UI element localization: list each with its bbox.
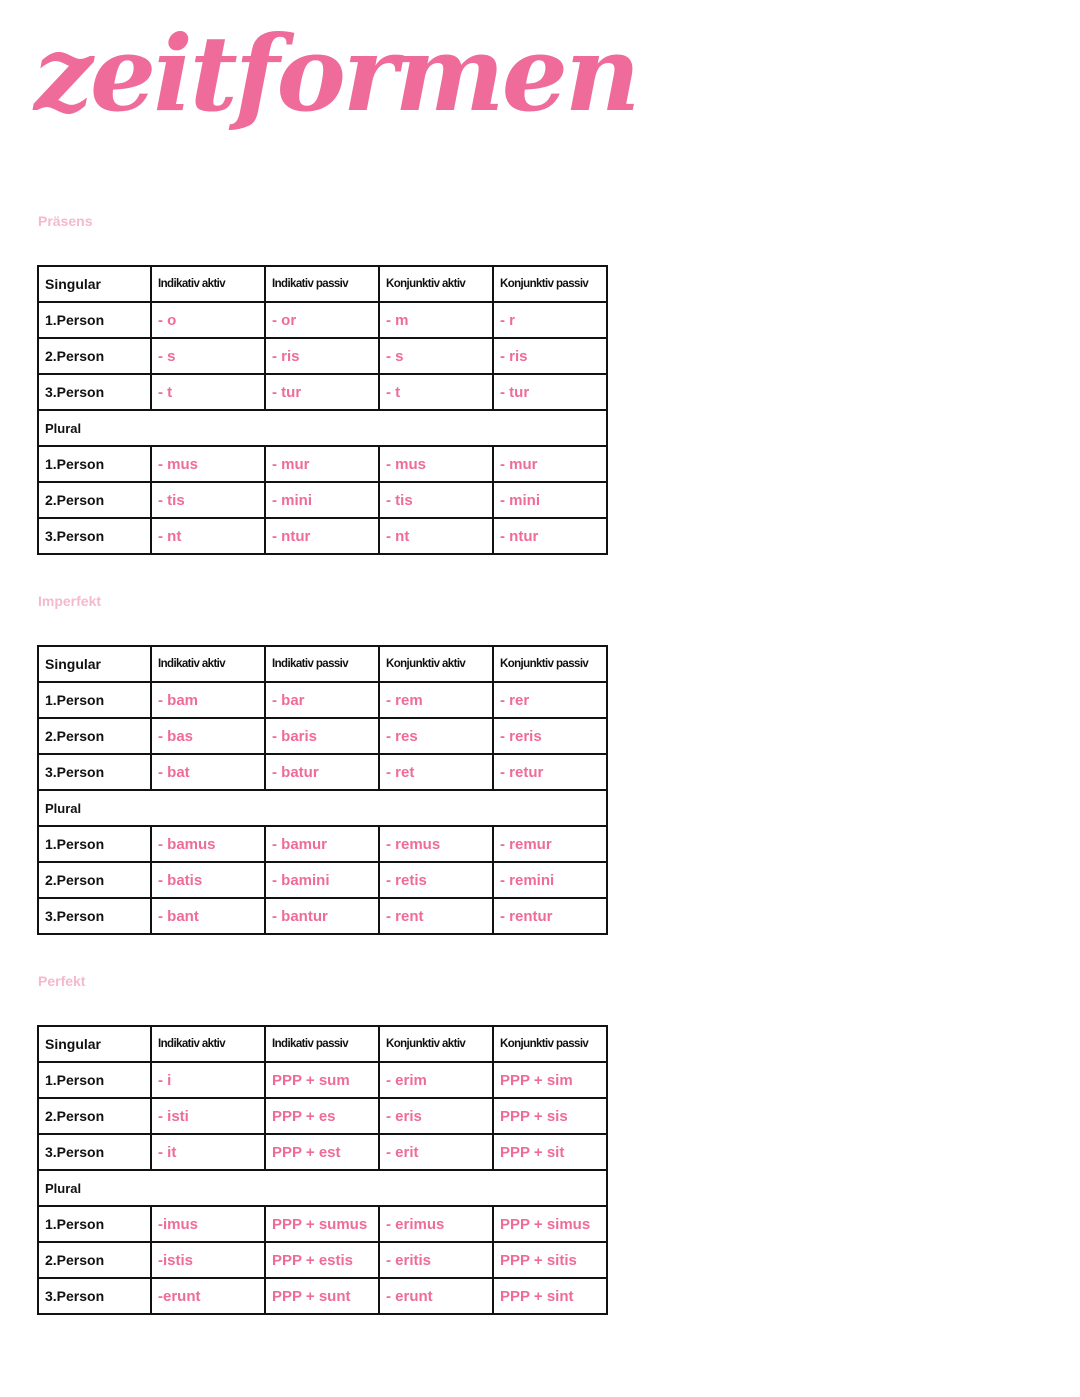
ending-cell: - rer <box>493 682 607 718</box>
ending-cell: - tis <box>379 482 493 518</box>
table-row <box>38 898 607 934</box>
person-label: 2.Person <box>38 862 151 898</box>
ending-cell: - nt <box>151 518 265 554</box>
ending-cell: - tur <box>493 374 607 410</box>
ending-cell: - mus <box>379 446 493 482</box>
ending-cell: - erunt <box>379 1278 493 1314</box>
ending-cell: - bat <box>151 754 265 790</box>
header-singular: Singular <box>38 646 151 682</box>
table-row <box>38 718 607 754</box>
ending-cell: - remus <box>379 826 493 862</box>
person-label: 1.Person <box>38 446 151 482</box>
person-label: 2.Person <box>38 718 151 754</box>
person-label: 2.Person <box>38 1242 151 1278</box>
ending-cell: - batur <box>265 754 379 790</box>
plural-label: Plural <box>38 1170 607 1206</box>
header-indikativ-aktiv: Indikativ aktiv <box>151 1026 265 1062</box>
ending-cell: PPP + sumus <box>265 1206 379 1242</box>
table-row <box>38 302 607 338</box>
table-row <box>38 826 607 862</box>
ending-cell: PPP + sum <box>265 1062 379 1098</box>
ending-cell: - t <box>151 374 265 410</box>
table-row <box>38 338 607 374</box>
ending-cell: - eris <box>379 1098 493 1134</box>
ending-cell: -imus <box>151 1206 265 1242</box>
ending-cell: - erimus <box>379 1206 493 1242</box>
ending-cell: - tis <box>151 482 265 518</box>
table-row <box>38 446 607 482</box>
ending-cell: PPP + estis <box>265 1242 379 1278</box>
ending-cell: - remini <box>493 862 607 898</box>
person-label: 1.Person <box>38 1206 151 1242</box>
ending-cell: - tur <box>265 374 379 410</box>
ending-cell: - s <box>379 338 493 374</box>
conjugation-table-imperfekt <box>37 645 608 935</box>
table-row <box>38 862 607 898</box>
table-header-row <box>38 1026 607 1062</box>
ending-cell: - erit <box>379 1134 493 1170</box>
ending-cell: - i <box>151 1062 265 1098</box>
page-title: zeitformen <box>34 12 638 135</box>
section-label-imperfekt: Imperfekt <box>38 593 102 609</box>
ending-cell: PPP + sit <box>493 1134 607 1170</box>
ending-cell: - nt <box>379 518 493 554</box>
ending-cell: - mus <box>151 446 265 482</box>
person-label: 1.Person <box>38 302 151 338</box>
table-header-row <box>38 266 607 302</box>
conjugation-table-perfekt <box>37 1025 608 1315</box>
ending-cell: PPP + sis <box>493 1098 607 1134</box>
ending-cell: -istis <box>151 1242 265 1278</box>
plural-label: Plural <box>38 790 607 826</box>
table-row <box>38 1242 607 1278</box>
header-konjunktiv-aktiv: Konjunktiv aktiv <box>379 266 493 302</box>
header-indikativ-passiv: Indikativ passiv <box>265 1026 379 1062</box>
header-indikativ-passiv: Indikativ passiv <box>265 266 379 302</box>
table-row <box>38 754 607 790</box>
table-row <box>38 682 607 718</box>
ending-cell: PPP + es <box>265 1098 379 1134</box>
ending-cell: - eritis <box>379 1242 493 1278</box>
ending-cell: - ntur <box>493 518 607 554</box>
ending-cell: - or <box>265 302 379 338</box>
ending-cell: - retis <box>379 862 493 898</box>
ending-cell: - ris <box>265 338 379 374</box>
header-indikativ-passiv: Indikativ passiv <box>265 646 379 682</box>
ending-cell: - mur <box>265 446 379 482</box>
person-label: 2.Person <box>38 338 151 374</box>
table-row <box>38 1278 607 1314</box>
person-label: 3.Person <box>38 898 151 934</box>
ending-cell: - ris <box>493 338 607 374</box>
ending-cell: - remur <box>493 826 607 862</box>
header-konjunktiv-aktiv: Konjunktiv aktiv <box>379 1026 493 1062</box>
ending-cell: - bamus <box>151 826 265 862</box>
person-label: 2.Person <box>38 1098 151 1134</box>
ending-cell: -erunt <box>151 1278 265 1314</box>
table-row <box>38 1206 607 1242</box>
ending-cell: - r <box>493 302 607 338</box>
plural-row <box>38 1170 607 1206</box>
ending-cell: - it <box>151 1134 265 1170</box>
header-konjunktiv-passiv: Konjunktiv passiv <box>493 1026 607 1062</box>
ending-cell: - retur <box>493 754 607 790</box>
header-konjunktiv-passiv: Konjunktiv passiv <box>493 266 607 302</box>
person-label: 3.Person <box>38 374 151 410</box>
header-indikativ-aktiv: Indikativ aktiv <box>151 266 265 302</box>
plural-row <box>38 410 607 446</box>
ending-cell: - batis <box>151 862 265 898</box>
conjugation-table-praesens <box>37 265 608 555</box>
ending-cell: PPP + est <box>265 1134 379 1170</box>
plural-row <box>38 790 607 826</box>
header-singular: Singular <box>38 266 151 302</box>
ending-cell: - rem <box>379 682 493 718</box>
ending-cell: - bamur <box>265 826 379 862</box>
ending-cell: - s <box>151 338 265 374</box>
ending-cell: - reris <box>493 718 607 754</box>
person-label: 1.Person <box>38 1062 151 1098</box>
ending-cell: - erim <box>379 1062 493 1098</box>
table-row <box>38 518 607 554</box>
table-row <box>38 1098 607 1134</box>
ending-cell: - bamini <box>265 862 379 898</box>
header-singular: Singular <box>38 1026 151 1062</box>
table-row <box>38 1134 607 1170</box>
table-row <box>38 482 607 518</box>
ending-cell: - mur <box>493 446 607 482</box>
table-row <box>38 1062 607 1098</box>
ending-cell: - bant <box>151 898 265 934</box>
ending-cell: PPP + sint <box>493 1278 607 1314</box>
header-indikativ-aktiv: Indikativ aktiv <box>151 646 265 682</box>
ending-cell: - mini <box>265 482 379 518</box>
ending-cell: - res <box>379 718 493 754</box>
ending-cell: - baris <box>265 718 379 754</box>
person-label: 3.Person <box>38 1278 151 1314</box>
ending-cell: PPP + simus <box>493 1206 607 1242</box>
ending-cell: - isti <box>151 1098 265 1134</box>
ending-cell: - ntur <box>265 518 379 554</box>
ending-cell: - mini <box>493 482 607 518</box>
ending-cell: PPP + sitis <box>493 1242 607 1278</box>
table-row <box>38 374 607 410</box>
section-label-praesens: Präsens <box>38 213 93 229</box>
person-label: 3.Person <box>38 754 151 790</box>
section-label-perfekt: Perfekt <box>38 973 86 989</box>
person-label: 3.Person <box>38 1134 151 1170</box>
header-konjunktiv-passiv: Konjunktiv passiv <box>493 646 607 682</box>
ending-cell: - ret <box>379 754 493 790</box>
ending-cell: PPP + sunt <box>265 1278 379 1314</box>
ending-cell: - bantur <box>265 898 379 934</box>
ending-cell: - bar <box>265 682 379 718</box>
ending-cell: PPP + sim <box>493 1062 607 1098</box>
ending-cell: - t <box>379 374 493 410</box>
table-header-row <box>38 646 607 682</box>
ending-cell: - m <box>379 302 493 338</box>
header-konjunktiv-aktiv: Konjunktiv aktiv <box>379 646 493 682</box>
ending-cell: - o <box>151 302 265 338</box>
person-label: 3.Person <box>38 518 151 554</box>
person-label: 1.Person <box>38 682 151 718</box>
ending-cell: - bam <box>151 682 265 718</box>
person-label: 2.Person <box>38 482 151 518</box>
plural-label: Plural <box>38 410 607 446</box>
ending-cell: - rent <box>379 898 493 934</box>
ending-cell: - rentur <box>493 898 607 934</box>
ending-cell: - bas <box>151 718 265 754</box>
person-label: 1.Person <box>38 826 151 862</box>
